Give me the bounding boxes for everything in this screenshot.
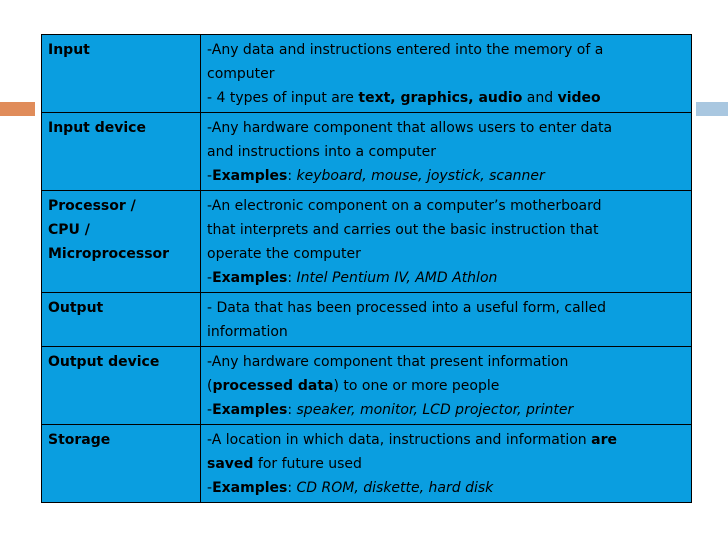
glossary-table xyxy=(41,34,692,503)
definition-line xyxy=(207,350,685,374)
definition-line xyxy=(207,116,685,140)
text-segment: information xyxy=(207,324,288,340)
italic-text: keyboard, mouse, joystick, scanner xyxy=(296,168,545,184)
term-cell xyxy=(42,293,201,347)
term-line: Output xyxy=(48,300,104,316)
text-segment: -An electronic component on a computer’s motherboard xyxy=(207,198,602,214)
text-segment: - xyxy=(207,402,213,418)
italic-text: CD ROM, diskette, hard disk xyxy=(296,480,494,496)
term-cell xyxy=(42,113,201,191)
term-line: Output device xyxy=(48,354,160,370)
glossary-table-body xyxy=(42,35,692,503)
bold-text: Examples xyxy=(212,402,288,418)
table-row xyxy=(42,113,692,191)
text-segment: - xyxy=(207,168,213,184)
definition-line xyxy=(207,140,685,164)
text-segment: : xyxy=(287,402,297,418)
text-segment: - xyxy=(207,480,213,496)
text-segment: -Any data and instructions entered into the memory of a xyxy=(207,42,604,58)
definition-cell xyxy=(201,293,692,347)
left-accent-bar xyxy=(0,102,35,116)
bold-text: Examples xyxy=(212,270,288,286)
text-segment: : xyxy=(287,270,297,286)
bold-text: Examples xyxy=(212,480,288,496)
definition-line xyxy=(207,194,685,218)
definition-cell xyxy=(201,425,692,503)
text-segment: computer xyxy=(207,66,275,82)
bold-text: saved xyxy=(207,456,254,472)
italic-text: Intel Pentium IV, AMD Athlon xyxy=(296,270,498,286)
definition-line xyxy=(207,62,685,86)
definition-line xyxy=(207,398,685,422)
bold-text: text, graphics, audio xyxy=(358,90,523,106)
text-segment: -Any hardware component that present information xyxy=(207,354,569,370)
definition-line xyxy=(207,320,685,344)
term-cell xyxy=(42,35,201,113)
text-segment: - xyxy=(207,270,213,286)
text-segment: ( xyxy=(207,378,213,394)
bold-text: Examples xyxy=(212,168,288,184)
text-segment: operate the computer xyxy=(207,246,361,262)
definition-cell xyxy=(201,35,692,113)
italic-text: speaker, monitor, LCD projector, printer xyxy=(296,402,574,418)
table-row xyxy=(42,293,692,347)
text-segment: : xyxy=(287,168,297,184)
term-line: Microprocessor xyxy=(48,246,170,262)
term-line: Storage xyxy=(48,432,111,448)
definition-cell xyxy=(201,113,692,191)
bold-text: video xyxy=(557,90,601,106)
definition-line xyxy=(207,218,685,242)
definition-line xyxy=(207,296,685,320)
table-row xyxy=(42,35,692,113)
definition-line xyxy=(207,164,685,188)
term-cell xyxy=(42,191,201,293)
definition-line xyxy=(207,476,685,500)
term-line: Input xyxy=(48,42,90,58)
text-segment: that interprets and carries out the basic instruction that xyxy=(207,222,599,238)
definition-line xyxy=(207,242,685,266)
definition-line xyxy=(207,266,685,290)
text-segment: for future used xyxy=(253,456,362,472)
bold-text: processed data xyxy=(212,378,334,394)
text-segment: : xyxy=(287,480,297,496)
text-segment: -A location in which data, instructions and information xyxy=(207,432,592,448)
term-cell xyxy=(42,347,201,425)
bold-text: are xyxy=(591,432,617,448)
right-accent-bar xyxy=(696,102,728,116)
text-segment: and xyxy=(522,90,558,106)
text-segment: - 4 types of input are xyxy=(207,90,359,106)
definition-cell xyxy=(201,347,692,425)
text-segment: ) to one or more people xyxy=(333,378,500,394)
table-row xyxy=(42,191,692,293)
text-segment: - Data that has been processed into a useful form, called xyxy=(207,300,606,316)
term-line: Input device xyxy=(48,120,146,136)
definition-line xyxy=(207,452,685,476)
definition-cell xyxy=(201,191,692,293)
definition-line xyxy=(207,38,685,62)
term-line: Processor / xyxy=(48,198,136,214)
definition-line xyxy=(207,428,685,452)
table-row xyxy=(42,425,692,503)
definition-line xyxy=(207,374,685,398)
table-row xyxy=(42,347,692,425)
text-segment: and instructions into a computer xyxy=(207,144,437,160)
text-segment: -Any hardware component that allows users to enter data xyxy=(207,120,613,136)
term-line: CPU / xyxy=(48,222,90,238)
definition-line xyxy=(207,86,685,110)
term-cell xyxy=(42,425,201,503)
